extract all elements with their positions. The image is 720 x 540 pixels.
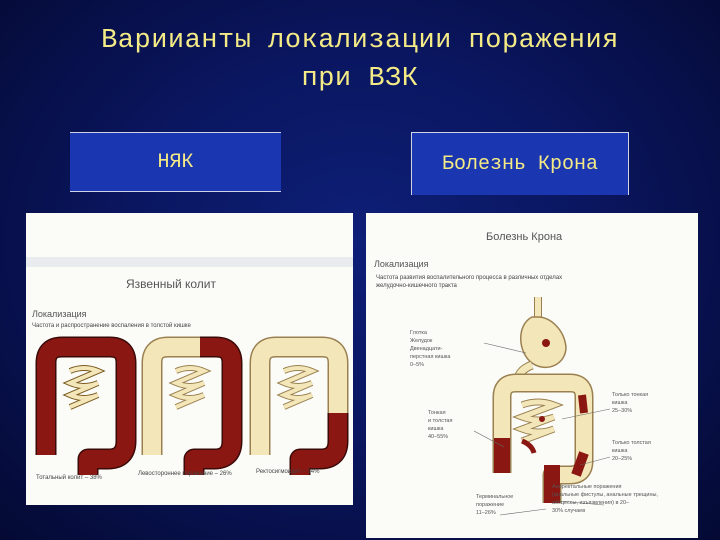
colon-left-sided (152, 347, 232, 475)
colon-total-colitis (46, 347, 126, 475)
uc-caption-left: Левостороннее поражение – 26% (138, 471, 232, 477)
header-nyak (70, 132, 281, 192)
label-colon-only: Только толстая кишка 20–25% (612, 440, 651, 462)
crohn-subtitle-2: желудочно-кишечного тракта (376, 283, 457, 289)
uc-section: Локализация (32, 309, 87, 319)
uc-figure-panel (26, 213, 353, 505)
small-intestine (522, 402, 554, 453)
uc-caption-total: Тотальный колит – 38% (36, 475, 102, 481)
header-nyak-label: НЯК (157, 150, 194, 174)
colon-rectosigmoid (260, 347, 338, 475)
label-upper-gi: Глотка Желудок Двенадцати- перстная кишка 0–5% (410, 330, 451, 368)
header-crohn (411, 132, 629, 195)
stomach (521, 297, 566, 367)
crohn-subtitle-1: Частота развития воспалительного процесса в различных отделах (376, 275, 563, 281)
crohn-section: Локализация (374, 259, 429, 269)
slide-title-line2: при ВЗК (301, 64, 419, 94)
label-ileocolon: Тонкая и толстая кишка 40–55% (428, 410, 453, 440)
slide-title-line1: Вариианты локализации поражения (101, 26, 619, 56)
uc-colon-diagrams (26, 213, 353, 505)
crohn-heading: Болезнь Крона (486, 231, 563, 243)
label-small-only: Только тонкая кишка 25–30% (612, 392, 649, 414)
uc-subtitle: Частота и распространение воспаления в толстой кишке (32, 323, 191, 329)
uc-caption-recto: Ректосигмоидит – 34% (256, 469, 320, 475)
label-perianal: Аноректальные поражения (анальные фистулы, анальные трещины, абсцессы, изъязвления) в 20– 30% случаев (552, 484, 658, 514)
crohn-figure-panel (366, 213, 698, 538)
slide-title (0, 22, 720, 98)
header-crohn-label: Болезнь Крона (441, 152, 599, 176)
uc-heading: Язвенный колит (126, 277, 216, 291)
label-terminal: Терминальное поражение 11–26% (476, 494, 514, 516)
